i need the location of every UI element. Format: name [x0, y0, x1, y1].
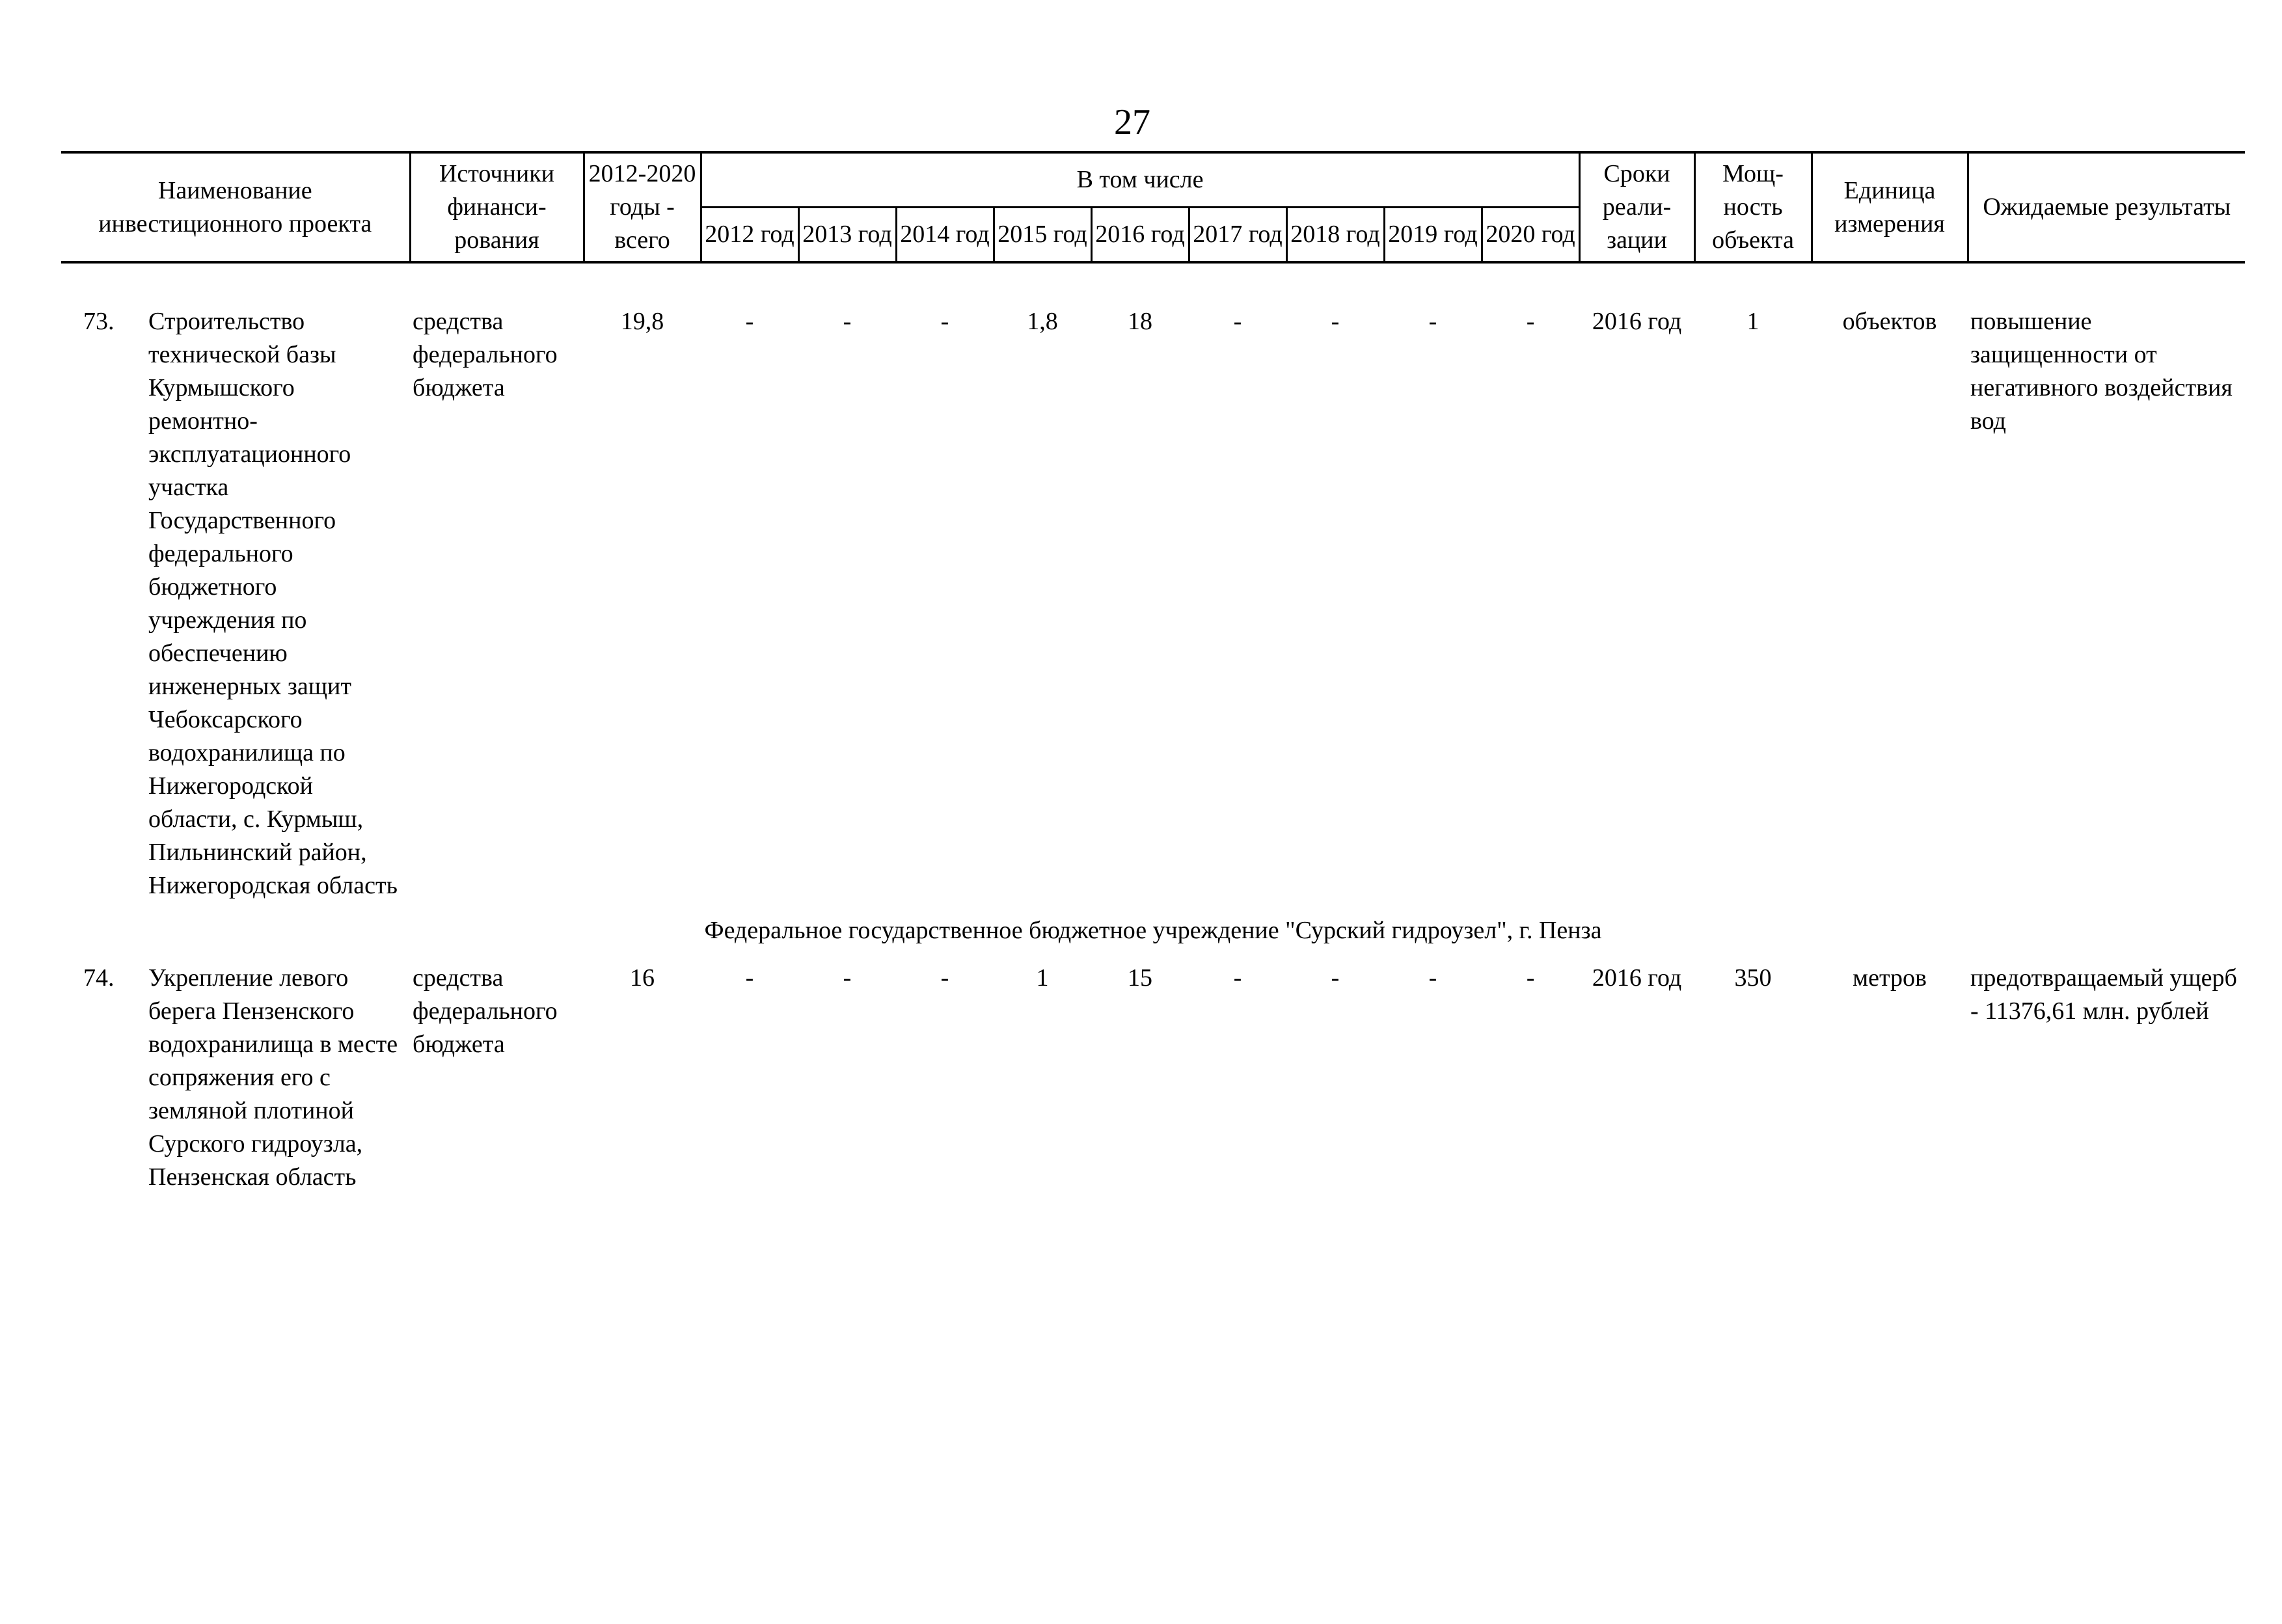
value-2020: -: [1526, 964, 1535, 992]
value-2017: -: [1233, 308, 1242, 335]
value-2019: -: [1428, 308, 1437, 335]
project-name-cell: [61, 962, 410, 1194]
expected-results: предотвращаемый ущерб - 11376,61 млн. рублей: [1970, 964, 2237, 1025]
value-2014: -: [940, 308, 949, 335]
object-capacity: 1: [1746, 308, 1759, 335]
header-year-2017: 2017 год: [1189, 208, 1286, 263]
value-2018: -: [1331, 308, 1340, 335]
value-2012: -: [745, 308, 754, 335]
investment-projects-table: [61, 151, 2245, 1194]
header-year-2012: 2012 год: [701, 208, 798, 263]
value-2019: -: [1428, 964, 1437, 992]
implementation-term: 2016 год: [1592, 964, 1682, 992]
value-2017: -: [1233, 964, 1242, 992]
value-2016: 15: [1128, 964, 1152, 992]
value-2014: -: [940, 964, 949, 992]
funding-source: средства федерального бюджета: [413, 308, 558, 401]
header-year-2018: 2018 год: [1286, 208, 1384, 263]
measurement-unit: объектов: [1842, 308, 1937, 335]
header-unit: Единица измерения: [1812, 152, 1968, 262]
row-number: 74.: [83, 964, 115, 992]
header-year-2020: 2020 год: [1482, 208, 1579, 263]
measurement-unit: метров: [1853, 964, 1927, 992]
header-total: 2012-2020 годы - всего: [584, 152, 701, 262]
table-row: [61, 305, 2245, 902]
header-year-2019: 2019 год: [1384, 208, 1482, 263]
value-2013: -: [843, 964, 852, 992]
spacer: [61, 262, 2245, 305]
object-capacity: 350: [1734, 964, 1772, 992]
header-including: В том числе: [701, 152, 1579, 208]
header-capacity: Мощ-ность объекта: [1694, 152, 1812, 262]
value-2020: -: [1526, 308, 1535, 335]
value-2013: -: [843, 308, 852, 335]
header-results: Ожидаемые результаты: [1968, 152, 2245, 262]
value-2016: 18: [1128, 308, 1152, 335]
section-heading: Федеральное государственное бюджетное учреждение "Сурский гидроузел", г. Пенза: [704, 917, 1602, 944]
header-year-2013: 2013 год: [798, 208, 896, 263]
header-terms: Сроки реали-зации: [1579, 152, 1694, 262]
total-value: 19,8: [620, 308, 664, 335]
expected-results: повышение защищенности от негативного воздействия вод: [1970, 308, 2233, 435]
section-row: [61, 902, 2245, 962]
table-row: [61, 962, 2245, 1194]
funding-source: средства федерального бюджета: [413, 964, 558, 1058]
value-2012: -: [745, 964, 754, 992]
header-name: Наименование инвестиционного проекта: [61, 152, 410, 262]
row-number: 73.: [83, 308, 115, 335]
value-2018: -: [1331, 964, 1340, 992]
value-2015: 1,8: [1027, 308, 1058, 335]
header-year-2015: 2015 год: [994, 208, 1091, 263]
page-number: 27: [1114, 102, 1150, 142]
project-name: Строительство технической базы Курмышского ремонтно-эксплуатационного участка Государственного федерального бюджетного учреждения по обеспечению инженерных защит Чебоксарского водохранилища по Нижегородской области, с. Курмыш, Пильнинский район, Нижегородская область: [148, 308, 398, 899]
header-year-2014: 2014 год: [896, 208, 994, 263]
implementation-term: 2016 год: [1592, 308, 1682, 335]
project-name-cell: [61, 305, 410, 902]
total-value: 16: [630, 964, 655, 992]
header-sources: Источники финанси-рования: [410, 152, 584, 262]
header-year-2016: 2016 год: [1091, 208, 1189, 263]
value-2015: 1: [1036, 964, 1049, 992]
project-name: Укрепление левого берега Пензенского водохранилища в месте сопряжения его с земляной плотиной Сурского гидроузла, Пензенская область: [148, 964, 398, 1191]
